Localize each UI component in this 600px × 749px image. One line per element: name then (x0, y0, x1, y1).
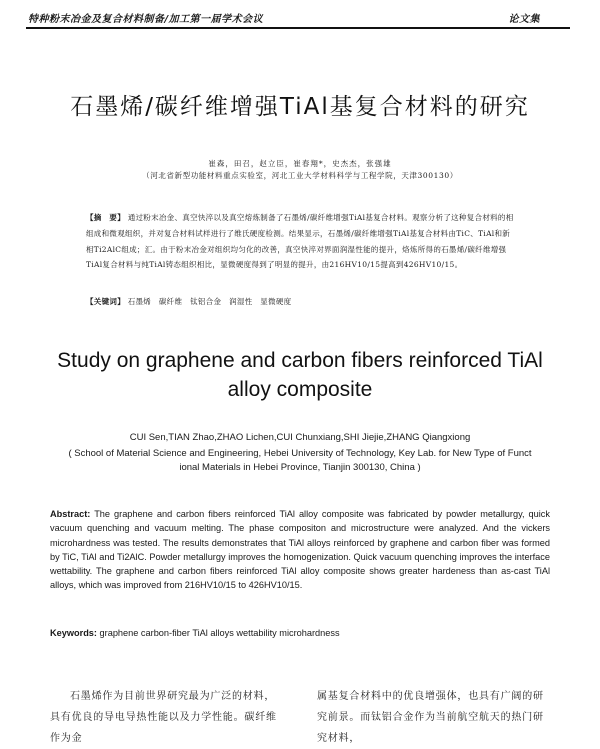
chinese-abstract-text: 通过粉末冶金、真空快淬以及真空熔炼制备了石墨烯/碳纤维增强TiAl基复合材料。观察分析了这种复合材料的相组成和微观组织，并对复合材料试样进行了维氏硬度检测。结果显示，石墨烯/碳纤维增强TiAl基复合材料由TiC、TiAl和新相Ti2AlC组成；汇。由于粉末冶金对组织均匀化的改善，真空快淬对界面润湿性能的提升，烙炼所得的石墨烯/碳纤维增强TiAl复合材料与纯TiAl铸态组织相比，显微硬度得到了明显的提升，由216HV10/15提高到426HV10/15。 (86, 213, 514, 270)
chinese-keywords-label: 【关键词】 (86, 297, 125, 306)
english-affiliation-line-2: ional Materials in Hebei Province, Tianjin 300130, China ) (179, 462, 421, 473)
chinese-authors: 崔森，田召，赵立臣，崔春翔*，史杰杰，张强雄 (208, 159, 392, 168)
header-rule (26, 27, 570, 29)
chinese-keywords (86, 296, 516, 307)
chinese-title: 石墨烯/碳纤维增强TiAl基复合材料的研究 (70, 94, 530, 120)
english-abstract (50, 507, 550, 593)
english-authors: CUI Sen,TIAN Zhao,ZHAO Lichen,CUI Chunxiang,SHI Jiejie,ZHANG Qiangxiong (129, 432, 471, 443)
chinese-abstract-label: 【摘 要】 (86, 213, 125, 222)
english-abstract-label: Abstract: (50, 509, 91, 519)
english-abstract-text: The graphene and carbon fibers reinforced TiAl alloy composite was fabricated by powder metallurgy, quick vacuum quenching and vacuum melting. The phase compositon and microstructure were analyzed. And the vickers microhardness was tested. The results demonstrates that TiAl alloys reinforced by graphene and carbon fiber was formed by TiC, TiAl and Ti2AlC. Powder metallurgy improves the homogenization. Quick vacuum quenching improves the interface wettability. The graphene and carbon fibers reinforced TiAl alloy composite shows greater hardeness than as-cast TiAl alloys, which was improved from 216HV10/15 to 426HV10/15. (50, 509, 550, 591)
english-keywords-label: Keywords: (50, 628, 97, 638)
english-title (40, 346, 560, 404)
body-column-left: 石墨烯作为目前世界研究最为广泛的材料，具有优良的导电导热性能以及力学性能。碳纤维作为金 (50, 691, 277, 744)
english-affiliation-line-1: ( School of Material Science and Engineering, Hebei University of Technology, Key Lab. for New Type of Funct (68, 448, 532, 459)
running-header-section: 论文集 (508, 14, 540, 25)
english-title-line-1: Study on graphene and carbon fibers reinforced TiAl (57, 349, 543, 372)
english-keywords (50, 628, 550, 638)
chinese-keywords-text: 石墨烯 碳纤维 钛铝合金 润湿性 显微硬度 (127, 297, 292, 306)
english-title-line-2: alloy composite (227, 378, 373, 401)
chinese-abstract (86, 210, 516, 273)
english-keywords-text: graphene carbon-fiber TiAl alloys wettability microhardness (99, 628, 340, 638)
body-column-right: 属基复合材料中的优良增强体，也具有广阔的研究前景。而钛铝合金作为当前航空航天的热门研究材料， (317, 691, 544, 744)
english-affiliation (50, 447, 550, 475)
chinese-affiliation: （河北省新型功能材料重点实验室，河北工业大学材料科学与工程学院，天津300130） (142, 171, 458, 180)
running-header-title: 特种粉末冶金及复合材料制备/加工第一届学术会议 (28, 14, 264, 25)
